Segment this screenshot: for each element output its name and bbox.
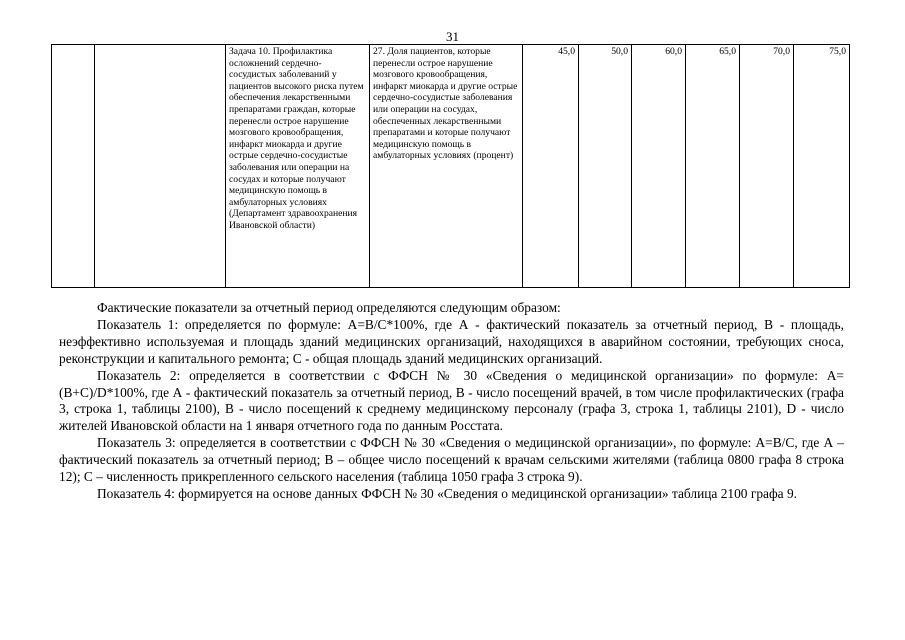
value-cell-1: 45,0 — [523, 45, 579, 288]
value-cell-2: 50,0 — [579, 45, 632, 288]
paragraph-intro: Фактические показатели за отчетный период определяются следующим образом: — [97, 300, 561, 315]
body-text — [59, 300, 844, 503]
empty-cell-program — [95, 45, 226, 288]
value-cell-6: 75,0 — [794, 45, 850, 288]
paragraph-indicator-2: Показатель 2: определяется в соответствии с ФФСН № 30 «Сведения о медицинской организации» по формуле: A=(B+C)/D*100%, где А - фактический показатель за отчетный период, В - число посещений врачей, в том числе профилактических (графа 3, строка 1, таблицы 2100), В - число посещений к среднему медицинскому персоналу (графа 3, строка 1, таблицы 2101), D - число жителей Ивановской области на 1 января отчетного года по данным Росстата. — [59, 367, 844, 434]
indicator-cell: 27. Доля пациентов, которые перенесли острое нарушение мозгового кровообращения, инфаркт миокарда и другие острые сердечно-сосудистые заболевания или операции на сосудах, обеспеченных лекарственными препаратами и которые получают медицинскую помощь в амбулаторных условиях (процент) — [370, 45, 523, 288]
value-cell-4: 65,0 — [686, 45, 740, 288]
value-cell-3: 60,0 — [632, 45, 686, 288]
value-cell-5: 70,0 — [740, 45, 794, 288]
paragraph-indicator-3: Показатель 3: определяется в соответствии с ФФСН № 30 «Сведения о медицинской организации», по формуле: A=B/C, где А – фактический показатель за отчетный период; В – общее число посещений к врачам сельскими жителями (таблица 0800 графа 8 строка 12); С – численность прикрепленного сельского населения (таблица 1050 графа 3 строка 9). — [59, 435, 844, 485]
paragraph-indicator-1: Показатель 1: определяется по формуле: A=B/C*100%, где А - фактический показатель за отчетный период, В - площадь, неэффективно используемая и площадь зданий медицинских организаций, находящихся в аварийном состоянии, требующих сноса, реконструкции и капитального ремонта; С - общая площадь зданий медицинских организаций. — [59, 316, 844, 366]
table-row — [52, 45, 850, 288]
paragraph-indicator-4: Показатель 4: формируется на основе данных ФФСН № 30 «Сведения о медицинской организации» таблица 2100 графа 9. — [97, 485, 797, 501]
empty-cell-number — [52, 45, 95, 288]
page-number: 31 — [446, 29, 459, 44]
task-cell: Задача 10. Профилактика осложнений сердечно-сосудистых заболеваний у пациентов высокого риска путем обеспечения лекарственными препаратами граждан, которые перенесли острое нарушение мозгового кровообращения, инфаркт миокарда и другие острые сердечно-сосудистые заболевания или операции на сосудах и которые получают медицинскую помощь в амбулаторных условиях (Департамент здравоохранения Ивановской области) — [226, 45, 370, 288]
goals-table — [51, 44, 850, 288]
